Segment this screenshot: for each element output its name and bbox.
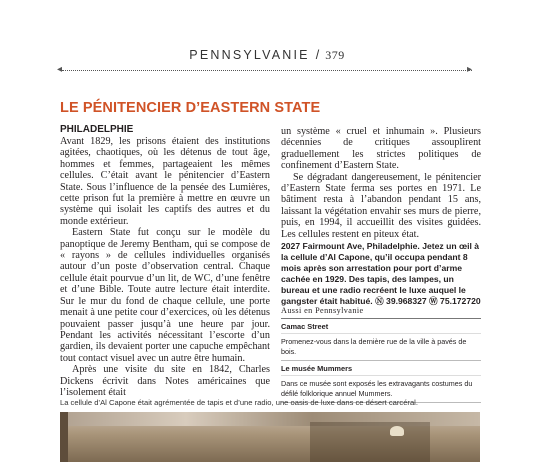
nearby-item-name: Le musée Mummers <box>281 361 481 376</box>
paragraph-5: Se dégradant dangereusement, le pénitencier d’Eastern State ferma ses portes en 1971. Le bâtiment resta à l’abandon pendant 15 ans, laissant la végétation envahir ses murs de pierre, puis, en 1994, il accueillit des visites guidées. Les cellules restent en piteux état. <box>281 171 481 240</box>
article-title: LE PÉNITENCIER D’EASTERN STATE <box>60 100 321 116</box>
nearby-item-desc: Promenez-vous dans la dernière rue de la ville à pavés de bois. <box>281 337 467 356</box>
photo-shade <box>310 422 430 462</box>
left-column <box>60 136 270 398</box>
nearby-box <box>281 306 481 403</box>
arrow-right-icon: ▸ <box>467 64 473 75</box>
address-block: 2027 Fairmount Ave, Philadelphie. Jetez un œil à la cellule d’Al Capone, qu’il occupa pendant 8 mois après son arrestation pour port d’arme cachée en 1929. Des tapis, des lampes, un bureau et une radio recréent le luxe auquel le gangster était habitué. Ⓝ 39.968327 Ⓦ 75.172720 <box>281 241 481 307</box>
running-head <box>0 48 534 63</box>
paragraph-4: un système « cruel et inhumain ». Plusieurs décennies de critiques assouplirent graduellement les strictes politiques de confinement d’Eastern State. <box>281 126 481 172</box>
right-column <box>281 126 481 307</box>
photo-edge <box>60 412 68 462</box>
page-number: 379 <box>325 48 345 62</box>
running-head-separator: / <box>315 48 320 62</box>
cell-photo <box>60 412 480 462</box>
nearby-item-desc: Dans ce musée sont exposés les extravagants costumes du défilé folklorique annuel Mummers. <box>281 379 473 398</box>
nearby-heading: Aussi en Pennsylvanie <box>281 306 481 319</box>
photo-caption: La cellule d’Al Capone était agrémentée de tapis et d’une radio, une oasis de luxe dans ce désert carcéral. <box>60 398 418 407</box>
nearby-item <box>281 319 481 361</box>
arrow-left-icon: ◂ <box>57 64 63 75</box>
header-divider <box>62 70 472 71</box>
nearby-item <box>281 361 481 403</box>
paragraph-1: Avant 1829, les prisons étaient des institutions agitées, chaotiques, où les détenus de tout âge, hommes et femmes, partageaient les mêmes cellules. C’était avant le pénitencier d’Eastern State. Sous l’influence de la pensée des Lumières, cette prison fut la première à mettre en œuvre un système qui isolait les captifs des autres et du monde extérieur. <box>60 136 270 227</box>
nearby-item-name: Camac Street <box>281 319 481 334</box>
article-place: PHILADELPHIE <box>60 124 134 135</box>
paragraph-3: Après une visite du site en 1842, Charles Dickens écrivit dans Notes américaines que l’isolement était <box>60 364 270 398</box>
running-head-section: PENNSYLVANIE <box>189 48 310 62</box>
paragraph-2: Eastern State fut conçu sur le modèle du panoptique de Jeremy Bentham, qui se compose de « rayons » de cellules individuelles organisés autour d’un poste d’observation central. Chaque cellule était pourvue d’un lit, de WC, d’une fenêtre et d’une Bible. Toute autre lecture était interdite. Sur le mur du fond de chaque cellule, une porte menait à une petite cour d’exercices, où les détenus pouvaient passer jusqu’à une heure par jour. Pendant les activités nécessitant l’escorte d’un gardien, ils devaient porter une capuche empêchant tout contact visuel avec un autre être humain. <box>60 227 270 364</box>
lamp-icon <box>390 426 404 436</box>
